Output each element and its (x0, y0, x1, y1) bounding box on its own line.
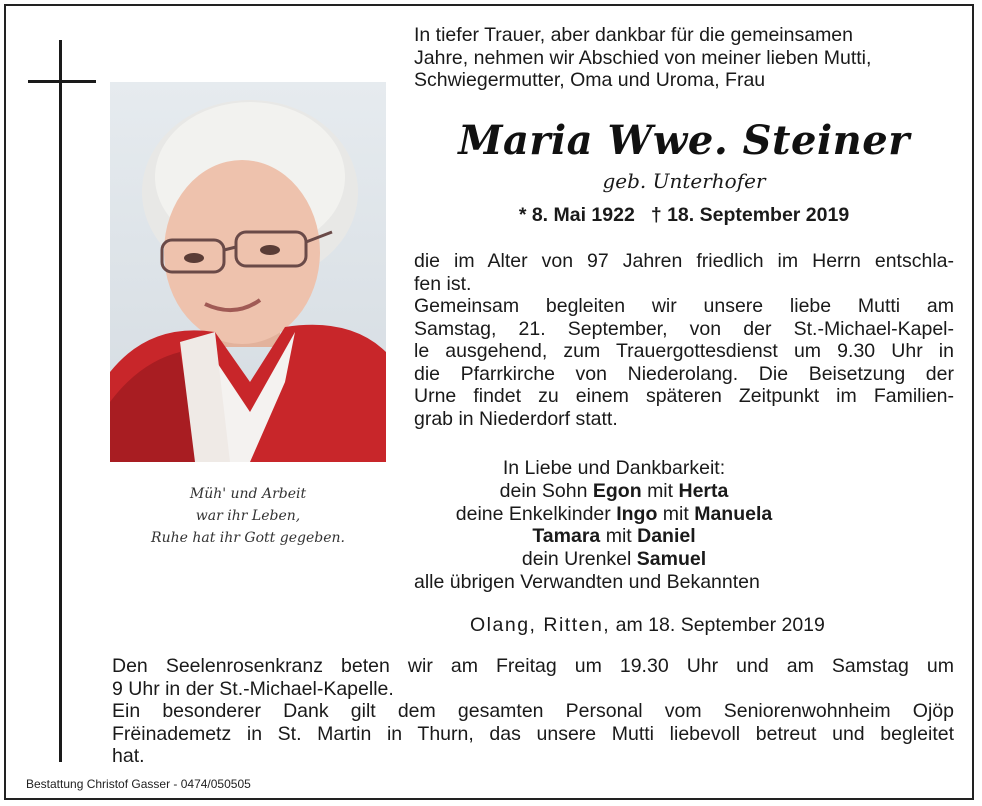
name: Samuel (636, 548, 707, 571)
intro-line: In tiefer Trauer, aber dankbar für die gemeinsamen (414, 24, 853, 46)
mourner-line (414, 503, 814, 526)
label: dein Urenkel (521, 548, 632, 571)
announcement-text (414, 250, 954, 430)
label: mit (605, 525, 632, 548)
funeral-home-footer: Bestattung Christof Gasser - 0474/050505 (26, 777, 251, 791)
name: Ingo (616, 502, 658, 525)
place-town: Olang, Ritten, (470, 614, 611, 636)
name: Tamara (532, 525, 601, 548)
label: mit (647, 479, 674, 502)
deceased-name: Maria Wwe. Steiner (458, 117, 910, 164)
label: dein Sohn (499, 479, 588, 502)
name: Herta (678, 479, 729, 502)
birth-date: * 8. Mai 1922 (518, 204, 635, 226)
body-line: fen ist. (414, 272, 472, 295)
thanks-heading: In Liebe und Dankbarkeit: (502, 457, 726, 479)
label: deine Enkelkinder (455, 502, 611, 525)
cross-icon-bar (28, 80, 96, 83)
mourner-line: alle übrigen Verwandten und Bekannten (414, 570, 760, 593)
intro-line: Schwiegermutter, Oma und Uroma, Frau (414, 69, 766, 91)
cross-icon (59, 40, 62, 762)
death-date: † 18. September 2019 (650, 204, 850, 226)
mourner-line (414, 525, 814, 548)
body-line: Urne findet zu einem späteren Zeitpunkt im Familien- (414, 385, 954, 407)
intro-line: Jahre, nehmen wir Abschied von meiner lieben Mutti, (414, 46, 872, 69)
mourner-line (414, 548, 814, 571)
body-line: le ausgehend, zum Trauergottesdienst um 9.30 Uhr in (414, 340, 954, 362)
portrait-photo (110, 82, 386, 462)
maiden-name: geb. Unterhofer (602, 169, 766, 193)
motto-line: Müh' und Arbeit (189, 486, 307, 502)
label: mit (662, 502, 689, 525)
body-line: Samstag, 21. September, von der St.-Michael-Kapel- (414, 317, 954, 340)
body-line: grab in Niederdorf statt. (414, 407, 618, 430)
body-line: die Pfarrkirche von Niederolang. Die Beisetzung der (414, 362, 954, 385)
closing-line: Frëinademetz in St. Martin in Thurn, das unsere Mutti liebevoll betreut und begleitet (112, 722, 954, 745)
name: Egon (592, 479, 642, 502)
mourner-line (414, 480, 814, 503)
closing-line: Den Seelenrosenkranz beten wir am Freitag um 19.30 Uhr und am Samstag um (112, 655, 954, 677)
closing-line: hat. (112, 745, 145, 768)
closing-text (112, 655, 954, 768)
motto-line: Ruhe hat ihr Gott gegeben. (151, 530, 345, 546)
life-dates (414, 203, 954, 227)
place-date-text: am 18. September 2019 (615, 614, 825, 636)
place-date (470, 613, 825, 637)
closing-line: 9 Uhr in der St.-Michael-Kapelle. (112, 677, 394, 700)
motto (130, 483, 366, 549)
closing-line: Ein besonderer Dank gilt dem gesamten Personal vom Seniorenwohnheim Ojöp (112, 700, 954, 723)
motto-line: war ihr Leben, (195, 508, 301, 524)
body-line: die im Alter von 97 Jahren friedlich im Herrn entschla- (414, 250, 954, 272)
body-line: Gemeinsam begleiten wir unsere liebe Mutti am (414, 295, 954, 317)
intro-text (414, 24, 954, 92)
name: Manuela (694, 502, 773, 525)
name: Daniel (637, 525, 696, 548)
mourners-list (414, 457, 814, 594)
